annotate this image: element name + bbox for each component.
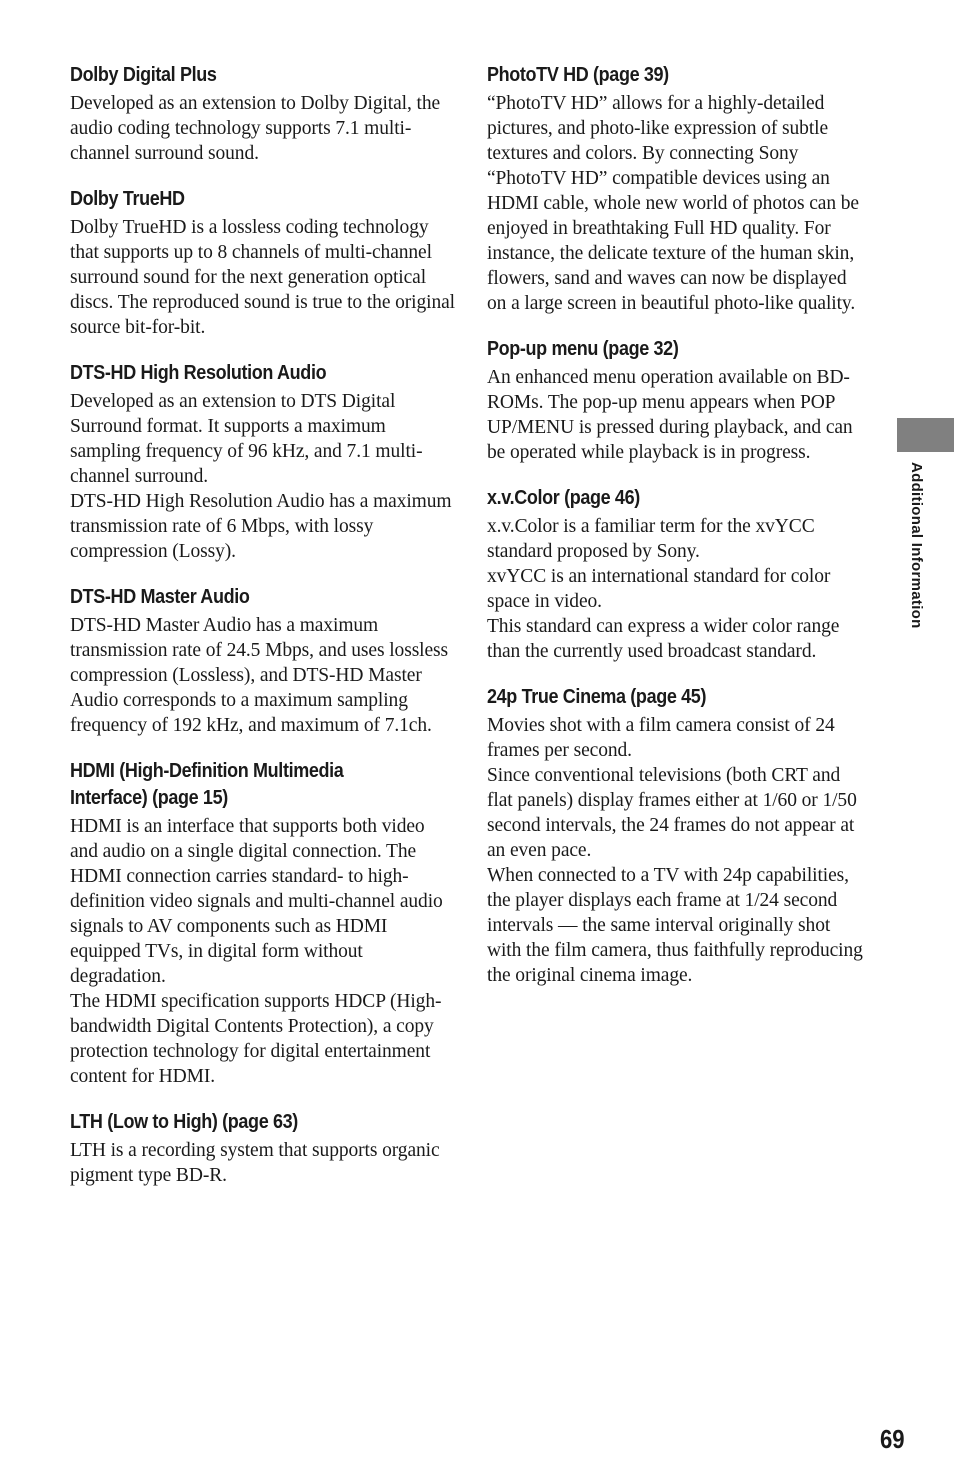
glossary-term: Pop-up menu (page 32) — [487, 338, 679, 360]
left-column — [70, 62, 455, 1208]
section-side-label — [908, 462, 928, 652]
glossary-entry-xv-color — [487, 485, 867, 664]
description-paragraph: An enhanced menu operation available on BD-ROMs. The pop-up menu appears when POP UP/MENU is pressed during playback, and can be operated while playback is in progress. — [487, 367, 853, 463]
glossary-entry-phototv-hd — [487, 62, 867, 316]
page-number: 69 — [880, 1424, 905, 1454]
description-paragraph: Since conventional televisions (both CRT and flat panels) display frames either at 1/60 or 1/50 second intervals, the 24 frames do not appear at an even pace. — [487, 765, 857, 861]
glossary-description — [487, 713, 867, 988]
glossary-entry-dts-hd-master-audio — [70, 584, 455, 738]
glossary-term: DTS-HD High Resolution Audio — [70, 362, 327, 384]
description-paragraph: x.v.Color is a familiar term for the xvYCC standard proposed by Sony. — [487, 516, 815, 562]
section-label-text: Additional Information — [908, 462, 925, 629]
glossary-entry-dts-hd-high-resolution-audio — [70, 360, 455, 564]
glossary-description — [70, 215, 455, 340]
glossary-description — [70, 613, 455, 738]
description-paragraph: Developed as an extension to Dolby Digital, the audio coding technology supports 7.1 multi-channel surround sound. — [70, 93, 441, 164]
description-paragraph: “PhotoTV HD” allows for a highly-detailed pictures, and photo-like expression of subtle textures and colors. By connecting Sony “PhotoTV HD” compatible devices using an HDMI cable, whole new world of photos can be enjoyed in breathtaking Full HD quality. For instance, the delicate texture of the human skin, flowers, sand and waves can now be displayed on a large screen in beautiful photo-like quality. — [487, 93, 859, 314]
glossary-term: DTS-HD Master Audio — [70, 586, 250, 608]
glossary-entry-hdmi — [70, 758, 455, 1089]
glossary-term: LTH (Low to High) (page 63) — [70, 1111, 298, 1133]
glossary-entry-24p-true-cinema — [487, 684, 867, 988]
section-tab-marker — [897, 418, 954, 452]
glossary-term: PhotoTV HD (page 39) — [487, 64, 669, 86]
glossary-description — [70, 389, 455, 564]
description-paragraph: Developed as an extension to DTS Digital Surround format. It supports a maximum sampling frequency of 96 kHz, and 7.1 multi-channel surround. — [70, 391, 423, 487]
description-paragraph: LTH is a recording system that supports organic pigment type BD-R. — [70, 1140, 440, 1186]
description-paragraph: xvYCC is an international standard for color space in video. — [487, 566, 831, 612]
glossary-entry-dolby-digital-plus — [70, 62, 455, 166]
glossary-term: HDMI (High-Definition Multimedia Interface) (page 15) — [70, 760, 344, 809]
description-paragraph: Dolby TrueHD is a lossless coding technology that supports up to 8 channels of multi-channel surround sound for the next generation optical discs. The reproduced sound is true to the original source bit-for-bit. — [70, 217, 455, 338]
glossary-description — [487, 365, 867, 465]
description-paragraph: This standard can express a wider color range than the currently used broadcast standard. — [487, 616, 840, 662]
glossary-description — [487, 91, 867, 316]
description-paragraph: The HDMI specification supports HDCP (High-bandwidth Digital Contents Protection), a copy protection technology for digital entertainment content for HDMI. — [70, 991, 442, 1087]
glossary-entry-lth — [70, 1109, 455, 1188]
right-column — [487, 62, 867, 1008]
glossary-description — [70, 91, 455, 166]
glossary-entry-pop-up-menu — [487, 336, 867, 465]
glossary-description — [70, 1138, 455, 1188]
glossary-term: Dolby TrueHD — [70, 188, 185, 210]
glossary-description — [487, 514, 867, 664]
description-paragraph: DTS-HD Master Audio has a maximum transmission rate of 24.5 Mbps, and uses lossless compression (Lossless), and DTS-HD Master Audio corresponds to a maximum sampling frequency of 192 kHz, and maximum of 7.1ch. — [70, 615, 449, 736]
glossary-description — [70, 814, 455, 1089]
description-paragraph: HDMI is an interface that supports both video and audio on a single digital connection. The HDMI connection carries standard- to high-definition video signals and multi-channel audio signals to AV components such as HDMI equipped TVs, in digital form without degradation. — [70, 816, 443, 987]
description-paragraph: Movies shot with a film camera consist of 24 frames per second. — [487, 715, 835, 761]
glossary-entry-dolby-truehd — [70, 186, 455, 340]
glossary-term: 24p True Cinema (page 45) — [487, 686, 707, 708]
description-paragraph: DTS-HD High Resolution Audio has a maximum transmission rate of 6 Mbps, with lossy compression (Lossy). — [70, 491, 452, 562]
glossary-term: x.v.Color (page 46) — [487, 487, 640, 509]
glossary-term: Dolby Digital Plus — [70, 64, 217, 86]
description-paragraph: When connected to a TV with 24p capabilities, the player displays each frame at 1/24 second intervals — the same interval originally shot with the film camera, thus faithfully reproducing the original cinema image. — [487, 865, 863, 986]
